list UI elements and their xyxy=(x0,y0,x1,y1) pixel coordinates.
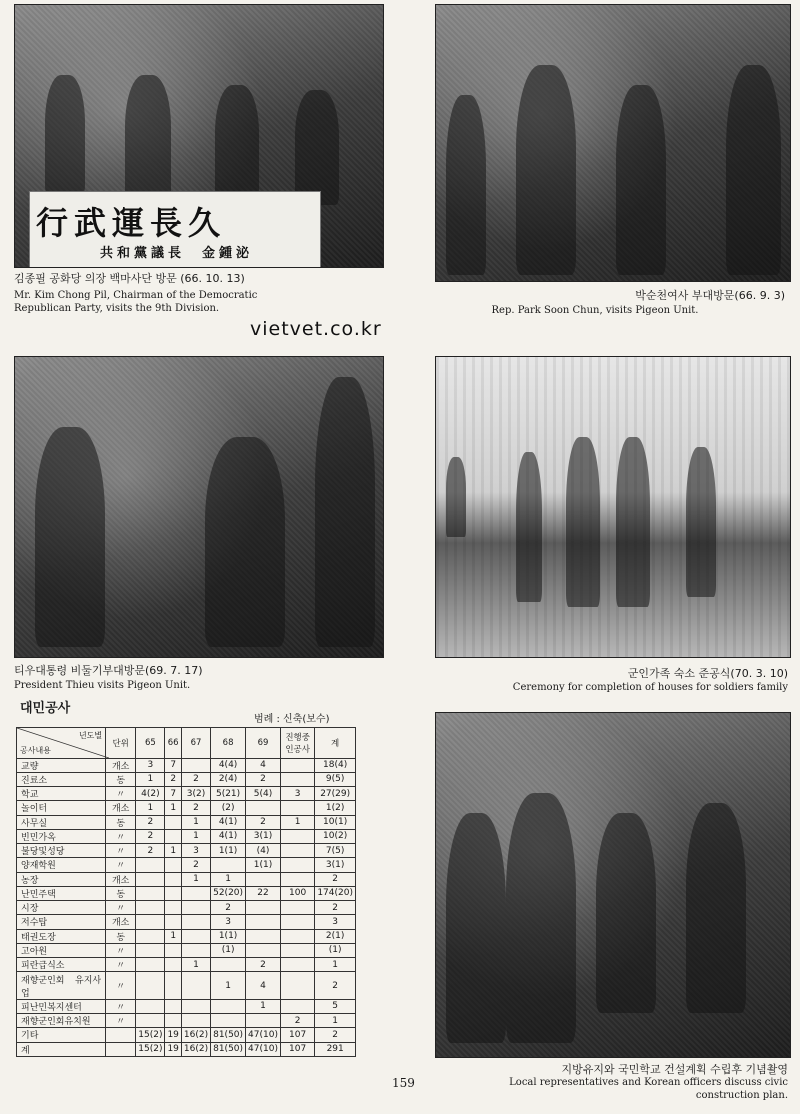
table-cell xyxy=(246,915,281,929)
table-cell xyxy=(211,999,246,1013)
table-cell: 1 xyxy=(315,1014,356,1028)
table-cell xyxy=(246,801,281,815)
table-legend-note: 범례 : 신축(보수) xyxy=(254,714,330,725)
table-cell: 4(2) xyxy=(136,787,165,801)
table-cell: 7(5) xyxy=(315,844,356,858)
table-cell xyxy=(211,858,246,872)
table-cell xyxy=(280,999,314,1013)
table-cell xyxy=(280,915,314,929)
banner-main-text: 行武運長久 xyxy=(36,204,227,242)
table-cell xyxy=(136,999,165,1013)
table-cell: 개소 xyxy=(106,758,136,772)
table-cell xyxy=(165,943,181,957)
table-cell: 47(10) xyxy=(246,1028,281,1042)
table-cell: 2 xyxy=(315,1028,356,1042)
table-cell xyxy=(136,872,165,886)
table-cell: 개소 xyxy=(106,872,136,886)
work-type-name: 태권도장 xyxy=(17,929,106,943)
table-cell: 2 xyxy=(211,901,246,915)
table-cell: (1) xyxy=(211,943,246,957)
table-cell: 2(1) xyxy=(315,929,356,943)
table-cell xyxy=(246,872,281,886)
table-cell xyxy=(136,929,165,943)
table-cell: 1 xyxy=(181,958,210,972)
table-cell: 47(10) xyxy=(246,1042,281,1056)
table-cell xyxy=(181,972,210,1000)
table-cell: 1 xyxy=(246,999,281,1013)
table-cell: 1(1) xyxy=(246,858,281,872)
table-total-row xyxy=(17,1042,356,1056)
table-cell xyxy=(280,844,314,858)
corner-type-label: 공사내용 xyxy=(20,745,51,755)
table-cell: 동 xyxy=(106,815,136,829)
table-cell: 107 xyxy=(280,1028,314,1042)
work-type-name: 농장 xyxy=(17,872,106,886)
table-cell: 3 xyxy=(181,844,210,858)
table-cell xyxy=(165,915,181,929)
photo-2-caption-ko: 박순천여사 부대방문(66. 9. 3) xyxy=(635,289,785,302)
photo-4-caption-en: Ceremony for completion of houses for soldiers family xyxy=(512,682,788,693)
table-cell: 3(1) xyxy=(315,858,356,872)
table-cell: 〃 xyxy=(106,1014,136,1028)
work-type-name: 피란급식소 xyxy=(17,958,106,972)
table-cell: 1 xyxy=(165,801,181,815)
table-cell xyxy=(280,872,314,886)
table-row xyxy=(17,943,356,957)
table-cell: 2 xyxy=(246,772,281,786)
work-type-name: 불당및성당 xyxy=(17,844,106,858)
table-cell: 2 xyxy=(181,801,210,815)
photo-4-caption-ko: 군인가족 숙소 준공식(70. 3. 10) xyxy=(627,667,788,680)
table-row xyxy=(17,999,356,1013)
photo-3-caption-en: President Thieu visits Pigeon Unit. xyxy=(14,680,191,691)
table-cell xyxy=(136,886,165,900)
work-type-name: 재향군인회유치원 xyxy=(17,1014,106,1028)
table-cell xyxy=(136,1014,165,1028)
table-row xyxy=(17,772,356,786)
table-body xyxy=(17,758,356,1056)
table-cell: 〃 xyxy=(106,943,136,957)
table-cell xyxy=(165,858,181,872)
table-row xyxy=(17,815,356,829)
column-header: 진행중 인공사 xyxy=(280,728,314,759)
table-cell: 2 xyxy=(181,858,210,872)
table-cell: 동 xyxy=(106,886,136,900)
table-cell xyxy=(165,815,181,829)
table-cell xyxy=(106,1042,136,1056)
photo-5-caption-en: Local representatives and Korean officers discuss civic construction plan. xyxy=(509,1077,788,1101)
table-cell: 2 xyxy=(315,872,356,886)
table-cell: 15(2) xyxy=(136,1028,165,1042)
table-cell: 1 xyxy=(181,829,210,843)
table-cell: 5(21) xyxy=(211,787,246,801)
table-row xyxy=(17,829,356,843)
table-cell: 1 xyxy=(315,958,356,972)
table-cell: 10(1) xyxy=(315,815,356,829)
table-cell: (1) xyxy=(315,943,356,957)
table-cell xyxy=(181,901,210,915)
table-cell: 81(50) xyxy=(211,1042,246,1056)
table-row xyxy=(17,886,356,900)
table-cell: 1(2) xyxy=(315,801,356,815)
table-cell: 16(2) xyxy=(181,1028,210,1042)
table-cell xyxy=(136,972,165,1000)
table-cell xyxy=(106,1028,136,1042)
table-cell xyxy=(165,958,181,972)
photo-1-caption-en: Mr. Kim Chong Pil, Chairman of the Democratic Republican Party, visits the 9th Division. xyxy=(14,290,258,314)
work-type-name: 놀이터 xyxy=(17,801,106,815)
table-row xyxy=(17,972,356,1000)
table-cell: 5 xyxy=(315,999,356,1013)
table-cell: 5(4) xyxy=(246,787,281,801)
table-cell: 1(1) xyxy=(211,844,246,858)
work-type-name: 양재학원 xyxy=(17,858,106,872)
table-header-row xyxy=(17,728,356,759)
table-cell: 9(5) xyxy=(315,772,356,786)
table-cell: 3(2) xyxy=(181,787,210,801)
work-type-name: 학교 xyxy=(17,787,106,801)
work-type-name: 진료소 xyxy=(17,772,106,786)
table-cell xyxy=(211,958,246,972)
photo-kim-chong-pil-visit xyxy=(14,4,384,268)
table-cell: 1 xyxy=(165,929,181,943)
table-cell: 2 xyxy=(165,772,181,786)
table-cell: 2 xyxy=(280,1014,314,1028)
table-cell: 19 xyxy=(165,1028,181,1042)
table-cell xyxy=(136,915,165,929)
table-cell xyxy=(246,901,281,915)
total-label: 계 xyxy=(17,1042,106,1056)
table-cell: 1 xyxy=(136,772,165,786)
work-type-name: 시장 xyxy=(17,901,106,915)
table-cell: 291 xyxy=(315,1042,356,1056)
table-cell: 81(50) xyxy=(211,1028,246,1042)
table-cell xyxy=(280,801,314,815)
table-cell xyxy=(280,758,314,772)
table-cell xyxy=(280,901,314,915)
table-cell: 52(20) xyxy=(211,886,246,900)
table-cell xyxy=(136,901,165,915)
table-row xyxy=(17,1028,356,1042)
table-cell: 〃 xyxy=(106,999,136,1013)
table-cell xyxy=(181,943,210,957)
table-cell: 3 xyxy=(136,758,165,772)
column-header: 68 xyxy=(211,728,246,759)
work-type-name: 재향군인회 유지사업 xyxy=(17,972,106,1000)
table-row xyxy=(17,844,356,858)
table-row xyxy=(17,758,356,772)
table-cell: 7 xyxy=(165,787,181,801)
column-header: 단위 xyxy=(106,728,136,759)
table-cell: 22 xyxy=(246,886,281,900)
table-cell: 15(2) xyxy=(136,1042,165,1056)
table-row xyxy=(17,858,356,872)
table-cell xyxy=(280,958,314,972)
table-cell: 3 xyxy=(211,915,246,929)
table-cell xyxy=(280,972,314,1000)
table-cell xyxy=(165,872,181,886)
column-header: 계 xyxy=(315,728,356,759)
table-cell xyxy=(165,901,181,915)
table-row xyxy=(17,958,356,972)
table-cell: 27(29) xyxy=(315,787,356,801)
column-header: 69 xyxy=(246,728,281,759)
table-cell xyxy=(181,758,210,772)
table-title: 대민공사 xyxy=(20,701,71,716)
work-type-name: 난민주택 xyxy=(17,886,106,900)
corner-year-label: 년도별 xyxy=(78,731,103,740)
table-cell: 1 xyxy=(165,844,181,858)
work-type-name: 빈민가옥 xyxy=(17,829,106,843)
table-cell: 동 xyxy=(106,772,136,786)
table-cell: 7 xyxy=(165,758,181,772)
table-cell: 3(1) xyxy=(246,829,281,843)
farewell-banner xyxy=(29,191,321,268)
table-cell: 개소 xyxy=(106,801,136,815)
table-cell: 2 xyxy=(136,815,165,829)
table-cell: 동 xyxy=(106,929,136,943)
table-cell: 〃 xyxy=(106,829,136,843)
table-cell xyxy=(181,915,210,929)
table-cell: 100 xyxy=(280,886,314,900)
table-cell xyxy=(280,929,314,943)
table-cell: 2 xyxy=(181,772,210,786)
table-cell: (4) xyxy=(246,844,281,858)
table-cell: 174(20) xyxy=(315,886,356,900)
table-cell: 10(2) xyxy=(315,829,356,843)
table-cell: 1 xyxy=(181,815,210,829)
table-cell xyxy=(165,999,181,1013)
table-cell: 16(2) xyxy=(181,1042,210,1056)
table-cell xyxy=(246,943,281,957)
work-type-name: 사무실 xyxy=(17,815,106,829)
work-type-name: 고아원 xyxy=(17,943,106,957)
table-cell: 〃 xyxy=(106,972,136,1000)
table-cell: 1 xyxy=(181,872,210,886)
table-cell xyxy=(280,772,314,786)
watermark: vietvet.co.kr xyxy=(250,318,382,340)
table-cell: 3 xyxy=(280,787,314,801)
photo-park-soon-chun-visit xyxy=(435,4,791,282)
table-cell: 1(1) xyxy=(211,929,246,943)
table-row xyxy=(17,872,356,886)
table-cell: 〃 xyxy=(106,787,136,801)
table-row xyxy=(17,901,356,915)
table-cell xyxy=(211,1014,246,1028)
table-cell: 〃 xyxy=(106,958,136,972)
column-header: 66 xyxy=(165,728,181,759)
table-cell xyxy=(280,858,314,872)
table-cell: 4 xyxy=(246,972,281,1000)
table-cell: 〃 xyxy=(106,858,136,872)
table-cell xyxy=(246,929,281,943)
table-cell: 1 xyxy=(136,801,165,815)
work-type-name: 교량 xyxy=(17,758,106,772)
table-cell xyxy=(181,886,210,900)
table-cell: 4(4) xyxy=(211,758,246,772)
column-header: 67 xyxy=(181,728,210,759)
table-cell: 〃 xyxy=(106,901,136,915)
table-cell: 2 xyxy=(315,972,356,1000)
table-row xyxy=(17,915,356,929)
work-type-name: 기타 xyxy=(17,1028,106,1042)
corner-header xyxy=(17,728,106,759)
photo-president-thieu-visit xyxy=(14,356,384,658)
table-cell xyxy=(165,1014,181,1028)
table-cell: 1 xyxy=(280,815,314,829)
table-cell: 2(4) xyxy=(211,772,246,786)
table-cell xyxy=(280,943,314,957)
photo-local-representatives xyxy=(435,712,791,1058)
table-cell xyxy=(136,958,165,972)
table-cell xyxy=(165,972,181,1000)
table-cell: 2 xyxy=(246,958,281,972)
photo-2-caption-en: Rep. Park Soon Chun, visits Pigeon Unit. xyxy=(491,305,699,316)
photo-housing-ceremony xyxy=(435,356,791,658)
column-header: 65 xyxy=(136,728,165,759)
table-cell: 2 xyxy=(315,901,356,915)
table-cell xyxy=(280,829,314,843)
table-row xyxy=(17,801,356,815)
table-cell xyxy=(136,858,165,872)
table-cell xyxy=(181,929,210,943)
photo-1-caption-ko: 김종필 공화당 의장 백마사단 방문 (66. 10. 13) xyxy=(14,272,245,285)
page-number: 159 xyxy=(392,1076,415,1090)
table-cell: 1 xyxy=(211,972,246,1000)
table-cell xyxy=(181,999,210,1013)
table-cell: 107 xyxy=(280,1042,314,1056)
table-cell: 개소 xyxy=(106,915,136,929)
table-row xyxy=(17,1014,356,1028)
table-cell: 4(1) xyxy=(211,829,246,843)
table-cell: 3 xyxy=(315,915,356,929)
work-type-name: 피난민복지센터 xyxy=(17,999,106,1013)
civic-works-table xyxy=(16,727,356,1057)
table-cell: 4 xyxy=(246,758,281,772)
table-cell xyxy=(165,829,181,843)
table-cell: 19 xyxy=(165,1042,181,1056)
table-row xyxy=(17,929,356,943)
photo-3-caption-ko: 티우대통령 비둘기부대방문(69. 7. 17) xyxy=(14,664,203,677)
table-cell xyxy=(246,1014,281,1028)
work-type-name: 저수탑 xyxy=(17,915,106,929)
table-cell xyxy=(181,1014,210,1028)
banner-signature: 共和黨議長 金鍾泌 xyxy=(100,246,254,261)
table-row xyxy=(17,787,356,801)
table-cell: 2 xyxy=(136,844,165,858)
table-cell xyxy=(136,943,165,957)
table-cell: 2 xyxy=(136,829,165,843)
table-cell: 18(4) xyxy=(315,758,356,772)
table-cell: 〃 xyxy=(106,844,136,858)
table-cell: 4(1) xyxy=(211,815,246,829)
table-cell: 1 xyxy=(211,872,246,886)
table-cell: 2 xyxy=(246,815,281,829)
photo-5-caption-ko: 지방유지와 국민학교 건설계획 수립후 기념촬영 xyxy=(561,1063,788,1076)
table-cell xyxy=(165,886,181,900)
table-cell: (2) xyxy=(211,801,246,815)
